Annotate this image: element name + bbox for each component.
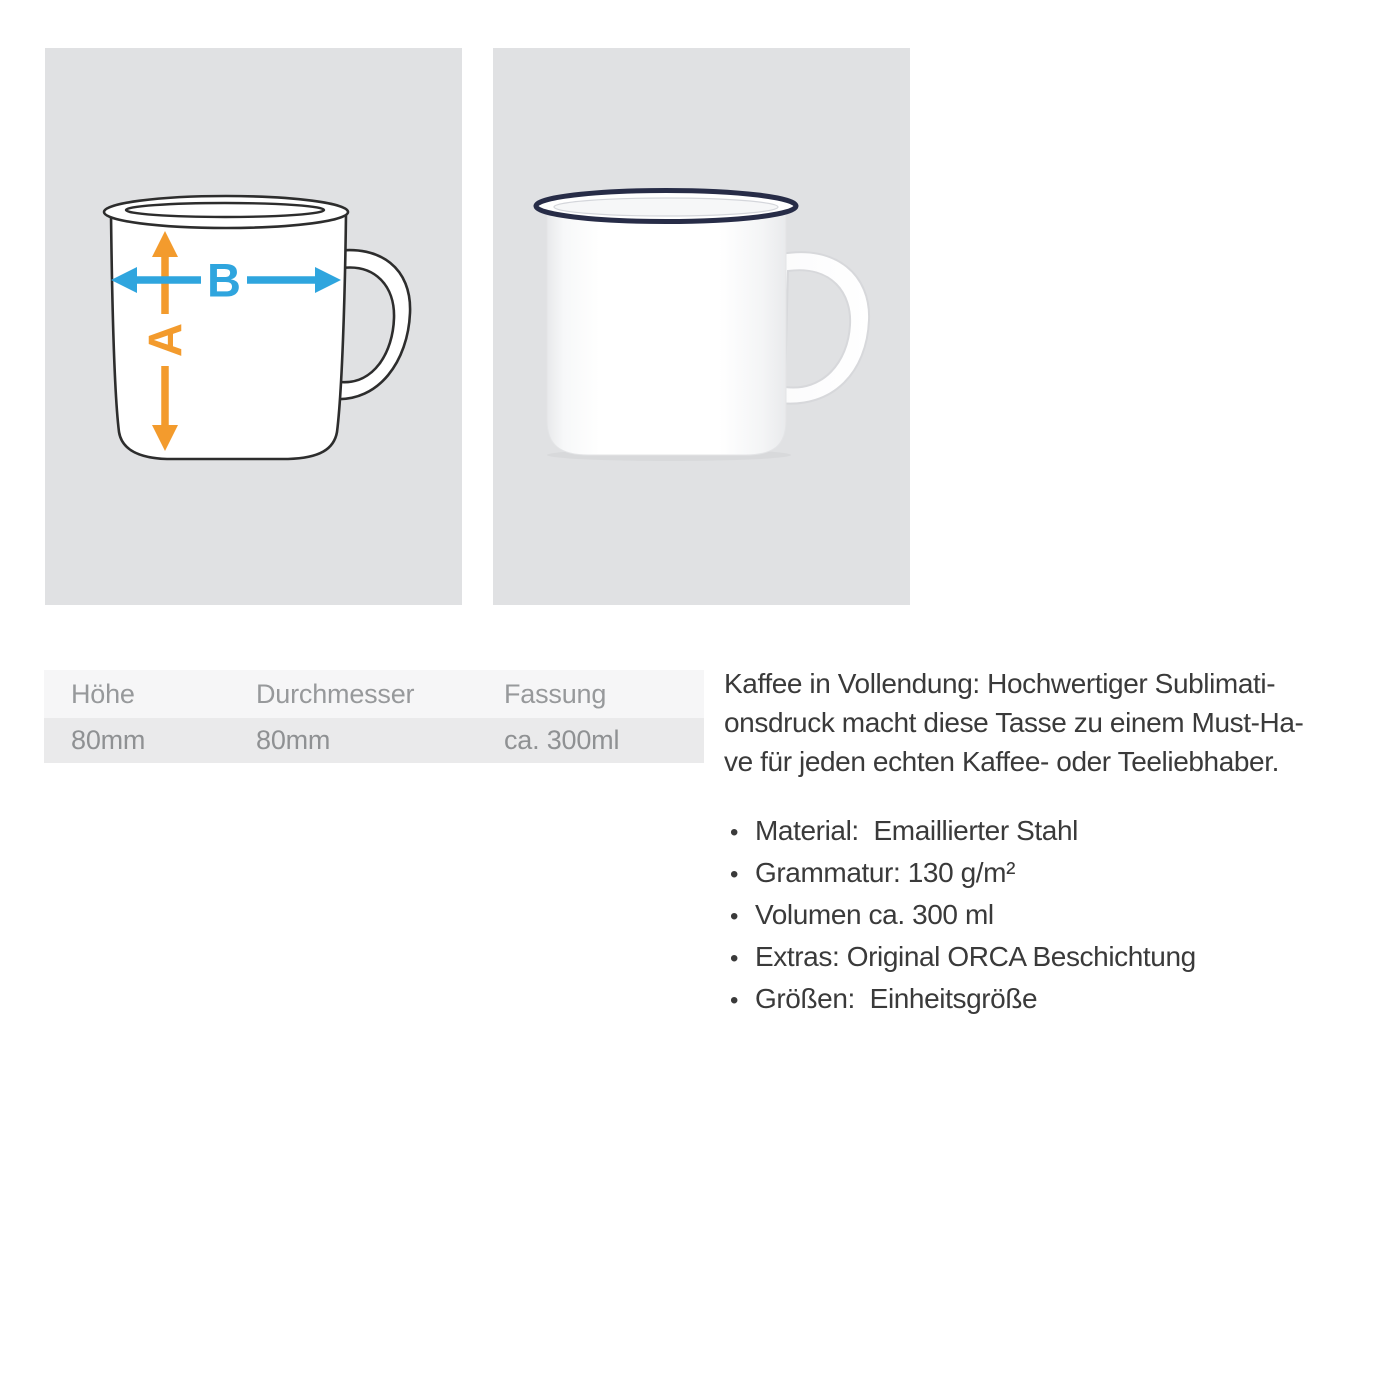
spec-value-durchmesser: 80mm xyxy=(256,725,331,755)
description-line: Kaffee in Vollendung: Hochwertiger Sublimati- xyxy=(724,668,1276,699)
attribute-extras xyxy=(724,937,1372,979)
photo-mug-rim-inner xyxy=(554,198,778,216)
spec-header-fassung: Fassung xyxy=(504,678,607,709)
mug-photo xyxy=(493,48,910,605)
height-label: A xyxy=(138,323,192,357)
spec-header-hoehe: Höhe xyxy=(71,678,135,709)
attribute-text: • Material: Emaillierter Stahl xyxy=(755,815,1078,846)
attribute-text: • Volumen ca. 300 ml xyxy=(755,899,994,930)
spec-table xyxy=(44,670,704,763)
description-line: ve für jeden echten Kaffee- oder Teeliebhaber. xyxy=(724,746,1279,777)
spec-table-value-row xyxy=(44,718,704,763)
spec-header-durchmesser: Durchmesser xyxy=(256,678,415,709)
attribute-text: • Extras: Original ORCA Beschichtung xyxy=(755,941,1196,972)
attribute-grammatur xyxy=(724,853,1372,895)
attribute-volumen xyxy=(724,895,1372,937)
product-attributes-list xyxy=(724,811,1372,1021)
description-paragraph xyxy=(724,664,1372,781)
photo-mug-body xyxy=(547,208,786,455)
dimension-diagram-panel xyxy=(45,48,462,605)
attribute-material xyxy=(724,811,1372,853)
diameter-label: B xyxy=(207,253,241,307)
description-line: onsdruck macht diese Tasse zu einem Must-Ha- xyxy=(724,707,1304,738)
mug-dimension-diagram xyxy=(45,48,462,605)
product-photo-panel xyxy=(493,48,910,605)
spec-value-hoehe: 80mm xyxy=(71,725,146,755)
spec-value-fassung: ca. 300ml xyxy=(504,725,620,755)
attribute-groessen xyxy=(724,979,1372,1021)
attribute-text: • Größen: Einheitsgröße xyxy=(755,983,1038,1014)
diagram-mug-rim xyxy=(104,196,348,228)
spec-table-header-row xyxy=(44,670,704,718)
photo-mug-handle xyxy=(779,252,869,403)
attribute-text: • Grammatur: 130 g/m² xyxy=(755,857,1016,888)
product-description xyxy=(724,664,1372,1021)
